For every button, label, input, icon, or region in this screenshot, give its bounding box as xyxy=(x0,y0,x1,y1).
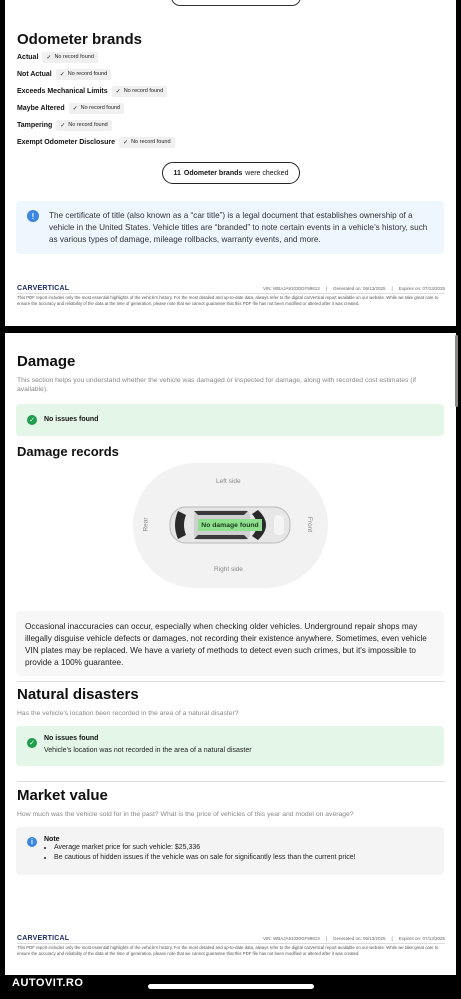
odometer-row-actual xyxy=(17,51,98,63)
status-badge: ✓ No record found xyxy=(119,137,174,148)
check-circle-icon: ✓ xyxy=(27,738,37,748)
odometer-row-exempt-disclosure xyxy=(17,136,175,148)
disasters-detail-text: Vehicle's location was not recorded in the area of a natural disaster xyxy=(44,747,252,754)
rear-label: Rear xyxy=(142,517,150,532)
check-icon: ✓ xyxy=(46,54,52,61)
market-value-title: Market value xyxy=(17,787,108,804)
damage-status-text: No issues found xyxy=(44,416,99,423)
footer-disclaimer: This PDF report includes only the most essential highlights of the vehicle's history. For the most detailed and up-to-date data, always refer to the digital carVertical report available on our website. While we take great care to ensure the accuracy and reliability of the data at the time of generation, please note that we cannot guarantee that this PDF file has not been modified or altered after it was created. xyxy=(17,945,439,956)
report-page-2 xyxy=(5,333,456,975)
footer-divider xyxy=(17,943,445,944)
damage-records-title: Damage records xyxy=(17,444,119,459)
watermark-logo: AUTOVIT.RO xyxy=(12,977,84,989)
check-icon: ✓ xyxy=(115,88,121,95)
info-icon: ! xyxy=(27,210,39,222)
disasters-status-box xyxy=(16,726,444,766)
damage-note-box xyxy=(16,611,444,676)
market-note-list xyxy=(44,843,356,863)
footer-disclaimer: This PDF report includes only the most essential highlights of the vehicle's history. For the most detailed and up-to-date data, always refer to the digital carVertical report available on our website. While we take great care to ensure the accuracy and reliability of the data at the time of generation, please note that we cannot guarantee that this PDF file has not been modified or altered after it was created. xyxy=(17,295,439,306)
footer-vin: VIN: WBAJA91030GF99813 xyxy=(263,286,320,291)
right-side-label: Right side xyxy=(214,566,243,573)
damage-subtitle: This section helps you understand whether the vehicle was damaged or inspected for damage, along with recorded cost estimates (if available). xyxy=(17,377,416,393)
info-icon: i xyxy=(27,837,37,847)
odometer-brands-title: Odometer brands xyxy=(17,31,143,48)
section-divider xyxy=(17,781,445,782)
footer-expires: Expires on: 07/13/2025 xyxy=(398,286,445,291)
list-item: • Be cautious of hidden issues if the vehicle was on sale for significantly less than the current price! xyxy=(54,853,356,863)
info-text: The certificate of title (also known as a “car title”) is a legal document that establishes ownership of a vehicle in the United States. Vehicle titles are “branded” to note certain events in a vehicle’s history, such as various types of damage, mileage rollbacks, warranty events, and more. xyxy=(49,211,428,244)
no-damage-label: No damage found xyxy=(198,519,262,531)
check-icon: ✓ xyxy=(72,105,78,112)
disasters-status-text: No issues found xyxy=(44,735,99,742)
home-indicator[interactable] xyxy=(148,984,314,989)
market-value-subtitle: How much was the vehicle sold for in the past? What is the price of vehicles of this year and model on average? xyxy=(17,811,354,818)
odometer-row-maybe-altered xyxy=(17,102,124,114)
status-badge: ✓ No record found xyxy=(56,69,111,80)
odometer-row-exceeds-mechanical-limits xyxy=(17,85,167,97)
carvertical-logo: CARVERTICAL xyxy=(17,935,70,942)
report-page-1 xyxy=(5,0,456,326)
front-label: Front xyxy=(306,516,314,533)
market-note-title: Note xyxy=(44,836,60,843)
status-badge: ✓ No record found xyxy=(56,120,111,131)
brands-checked-pill: 11 Odometer brands were checked xyxy=(162,162,300,184)
odometer-row-not-actual xyxy=(17,68,111,80)
previous-section-pill xyxy=(171,0,301,6)
damage-note-text: Occasional inaccuracies can occur, especially when checking older vehicles. Underground repair shops may illegally disguise vehicle defects or damages, not recording their existence anywhere. Sometimes, even vehicle VIN plates may be replaced. We have a variety of methods to detect even such crimes, but it's impossible to provide a 100% guarantee. xyxy=(25,622,427,667)
check-icon: ✓ xyxy=(123,139,129,146)
status-badge: ✓ No record found xyxy=(69,103,124,114)
footer-meta: VIN: WBAJA91030GF99813 | Generated on: 06/13/2025 | Expires on: 07/13/2025 xyxy=(263,286,445,291)
carvertical-logo: CARVERTICAL xyxy=(17,285,70,292)
damage-title: Damage xyxy=(17,353,76,370)
natural-disasters-title: Natural disasters xyxy=(17,686,139,703)
damage-status-box xyxy=(16,404,444,436)
footer-vin: VIN: WBAJA91030GF99813 xyxy=(263,936,320,941)
list-item: • Average market price for such vehicle: $25,336 xyxy=(54,843,356,853)
footer-expires: Expires on: 07/13/2025 xyxy=(398,936,445,941)
odometer-row-label: Maybe Altered xyxy=(17,104,65,112)
footer-meta: VIN: WBAJA91030GF99813 | Generated on: 06/13/2025 | Expires on: 07/13/2025 xyxy=(263,936,445,941)
footer-generated: Generated on: 06/13/2025 xyxy=(332,936,386,941)
market-note-box xyxy=(16,827,444,875)
odometer-row-label: Tampering xyxy=(17,121,53,129)
odometer-row-label: Exceeds Mechanical Limits xyxy=(17,87,108,95)
status-badge: ✓ No record found xyxy=(42,52,97,63)
section-divider xyxy=(17,681,445,682)
odometer-row-label: Exempt Odometer Disclosure xyxy=(17,138,116,146)
left-side-label: Left side xyxy=(216,478,241,485)
footer-generated: Generated on: 06/13/2025 xyxy=(332,286,386,291)
footer-divider xyxy=(17,293,445,294)
scrollbar[interactable] xyxy=(455,335,458,407)
car-title-info-box xyxy=(16,201,444,254)
odometer-row-label: Actual xyxy=(17,53,39,61)
odometer-row-label: Not Actual xyxy=(17,70,52,78)
odometer-row-tampering xyxy=(17,119,112,131)
check-icon: ✓ xyxy=(59,71,65,78)
check-circle-icon: ✓ xyxy=(27,415,37,425)
natural-disasters-subtitle: Has the vehicle's location been recorded in the area of a natural disaster? xyxy=(17,710,239,717)
status-badge: ✓ No record found xyxy=(112,86,167,97)
check-icon: ✓ xyxy=(60,122,66,129)
